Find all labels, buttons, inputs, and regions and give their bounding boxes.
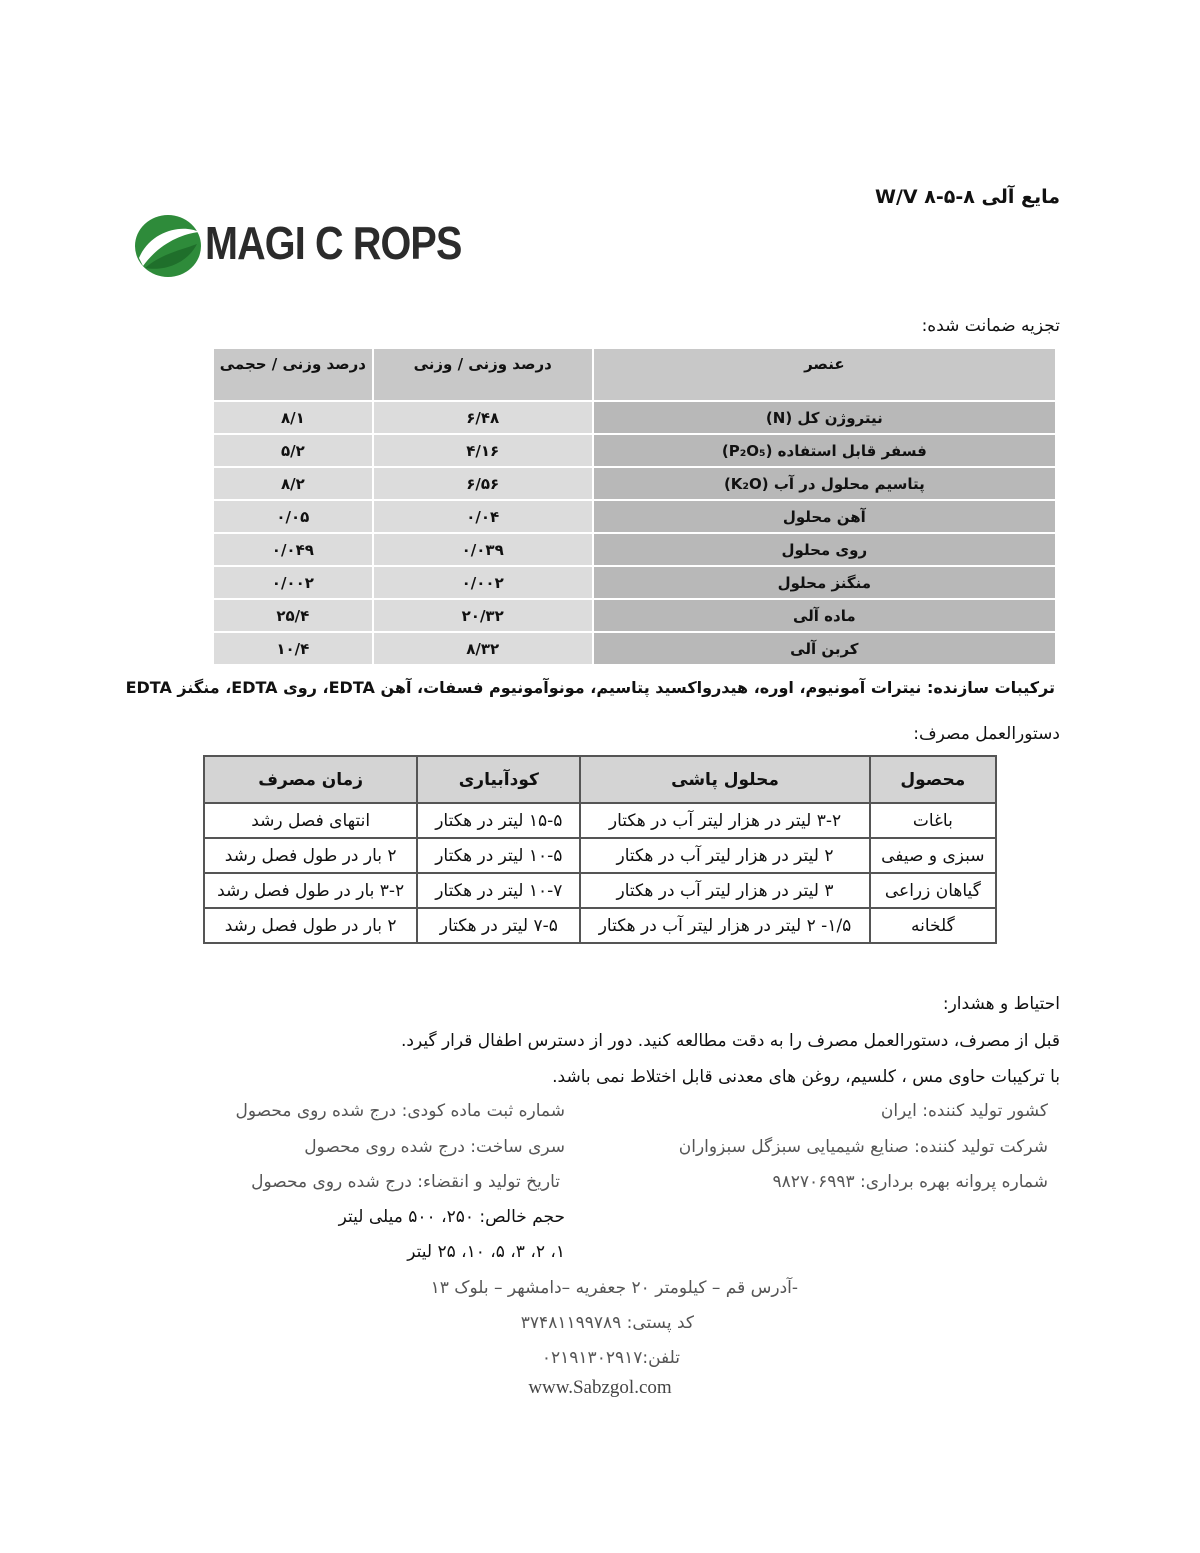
column-header: درصد وزنی / وزنی — [373, 348, 593, 401]
column-header: محلول پاشی — [580, 756, 869, 803]
value-cell: ۱۰/۴ — [213, 632, 373, 665]
timing-cell: انتهای فصل رشد — [204, 803, 417, 838]
element-cell: ماده آلی — [593, 599, 1056, 632]
value-cell: ۸/۳۲ — [373, 632, 593, 665]
crop-cell: گلخانه — [870, 908, 996, 943]
fertigation-cell: ۱۰-۵ لیتر در هکتار — [417, 838, 580, 873]
leaf-icon — [133, 210, 203, 280]
element-cell: فسفر قابل استفاده (P₂O₅) — [593, 434, 1056, 467]
precaution-line: قبل از مصرف، دستورالعمل مصرف را به دقت مطالعه کنید. دور از دسترس اطفال قرار گیرد. — [400, 1031, 1060, 1051]
value-cell: ۸/۲ — [213, 467, 373, 500]
crop-cell: گیاهان زراعی — [870, 873, 996, 908]
foliar-cell: ۳ لیتر در هزار لیتر آب در هکتار — [580, 873, 869, 908]
table-row — [204, 908, 996, 943]
value-cell: ۰/۰۴ — [373, 500, 593, 533]
value-cell: ۵/۲ — [213, 434, 373, 467]
column-header: کودآبیاری — [417, 756, 580, 803]
phone-text: تلفن:۰۲۱۹۱۳۰۲۹۱۷ — [541, 1348, 680, 1368]
table-row — [204, 838, 996, 873]
table-row — [213, 599, 1056, 632]
website-link[interactable]: www.Sabzgol.com — [528, 1377, 672, 1398]
column-header: درصد وزنی / حجمی — [213, 348, 373, 401]
table-header-row — [204, 756, 996, 803]
value-cell: ۴/۱۶ — [373, 434, 593, 467]
table-row — [204, 803, 996, 838]
value-cell: ۰/۰۰۲ — [213, 566, 373, 599]
table-row — [204, 873, 996, 908]
value-cell: ۲۵/۴ — [213, 599, 373, 632]
timing-cell: ۲ بار در طول فصل رشد — [204, 838, 417, 873]
value-cell: ۰/۰۰۲ — [373, 566, 593, 599]
value-cell: ۰/۰۵ — [213, 500, 373, 533]
value-cell: ۲۰/۳۲ — [373, 599, 593, 632]
address-text: -آدرس قم – کیلومتر ۲۰ جعفریه –دامشهر – بلوک ۱۳ — [430, 1278, 798, 1298]
batch-info: سری ساخت: درج شده روی محصول — [304, 1137, 565, 1157]
foliar-cell: ۳-۲ لیتر در هزار لیتر آب در هکتار — [580, 803, 869, 838]
table-row — [213, 500, 1056, 533]
fertigation-cell: ۱۰-۷ لیتر در هکتار — [417, 873, 580, 908]
value-cell: ۰/۰۴۹ — [213, 533, 373, 566]
timing-cell: ۲ بار در طول فصل رشد — [204, 908, 417, 943]
ingredients-text: ترکیبات سازنده: نیترات آمونیوم، اوره، هیدرواکسید پتاسیم، مونوآمونیوم فسفات، آهن EDTA، روی EDTA، منگنز EDTA — [125, 678, 1055, 697]
company-info: شرکت تولید کننده: صنایع شیمیایی سبزگل سبزواران — [678, 1137, 1048, 1157]
crop-cell: سبزی و صیفی — [870, 838, 996, 873]
table-row — [213, 632, 1056, 665]
fertigation-cell: ۱۵-۵ لیتر در هکتار — [417, 803, 580, 838]
foliar-cell: ۱/۵- ۲ لیتر در هزار لیتر آب در هکتار — [580, 908, 869, 943]
table-row — [213, 467, 1056, 500]
element-cell: کربن آلی — [593, 632, 1056, 665]
foliar-cell: ۲ لیتر در هزار لیتر آب در هکتار — [580, 838, 869, 873]
analysis-heading: تجزیه ضمانت شده: — [921, 316, 1060, 336]
precaution-heading: احتیاط و هشدار: — [942, 994, 1060, 1014]
element-cell: روی محلول — [593, 533, 1056, 566]
value-cell: ۰/۰۳۹ — [373, 533, 593, 566]
usage-table — [203, 755, 997, 944]
liters-info: ۱، ۲، ۳، ۵، ۱۰، ۲۵ لیتر — [407, 1242, 565, 1262]
element-cell: پتاسیم محلول در آب (K₂O) — [593, 467, 1056, 500]
table-row — [213, 566, 1056, 599]
value-cell: ۸/۱ — [213, 401, 373, 434]
value-cell: ۶/۴۸ — [373, 401, 593, 434]
logo-text: MAGI C ROPS — [205, 217, 462, 269]
value-cell: ۶/۵۶ — [373, 467, 593, 500]
usage-heading: دستورالعمل مصرف: — [913, 724, 1060, 744]
net-volume-info: حجم خالص: ۲۵۰، ۵۰۰ میلی لیتر — [338, 1207, 565, 1227]
table-row — [213, 533, 1056, 566]
table-header-row — [213, 348, 1056, 401]
crop-cell: باغات — [870, 803, 996, 838]
column-header: محصول — [870, 756, 996, 803]
country-info: کشور تولید کننده: ایران — [880, 1101, 1048, 1121]
analysis-table — [212, 347, 1057, 666]
column-header: عنصر — [593, 348, 1056, 401]
element-cell: آهن محلول — [593, 500, 1056, 533]
element-cell: منگنز محلول — [593, 566, 1056, 599]
column-header: زمان مصرف — [204, 756, 417, 803]
element-cell: نیتروژن کل (N) — [593, 401, 1056, 434]
registration-info: شماره ثبت ماده کودی: درج شده روی محصول — [235, 1101, 565, 1121]
precaution-line: با ترکیبات حاوی مس ، کلسیم، روغن های معدنی قابل اختلاط نمی باشد. — [552, 1067, 1060, 1087]
table-row — [213, 401, 1056, 434]
brand-logo — [133, 204, 463, 284]
postal-code-text: کد پستی: ۳۷۴۸۱۱۹۹۷۸۹ — [520, 1313, 694, 1333]
dates-info: تاریخ تولید و انقضاء: درج شده روی محصول — [251, 1172, 560, 1192]
fertigation-cell: ۷-۵ لیتر در هکتار — [417, 908, 580, 943]
table-row — [213, 434, 1056, 467]
timing-cell: ۳-۲ بار در طول فصل رشد — [204, 873, 417, 908]
product-title: مایع آلی ۸-۵-۸ W/V — [875, 186, 1060, 208]
license-info: شماره پروانه بهره برداری: ۹۸۲۷۰۶۹۹۳ — [772, 1172, 1048, 1192]
